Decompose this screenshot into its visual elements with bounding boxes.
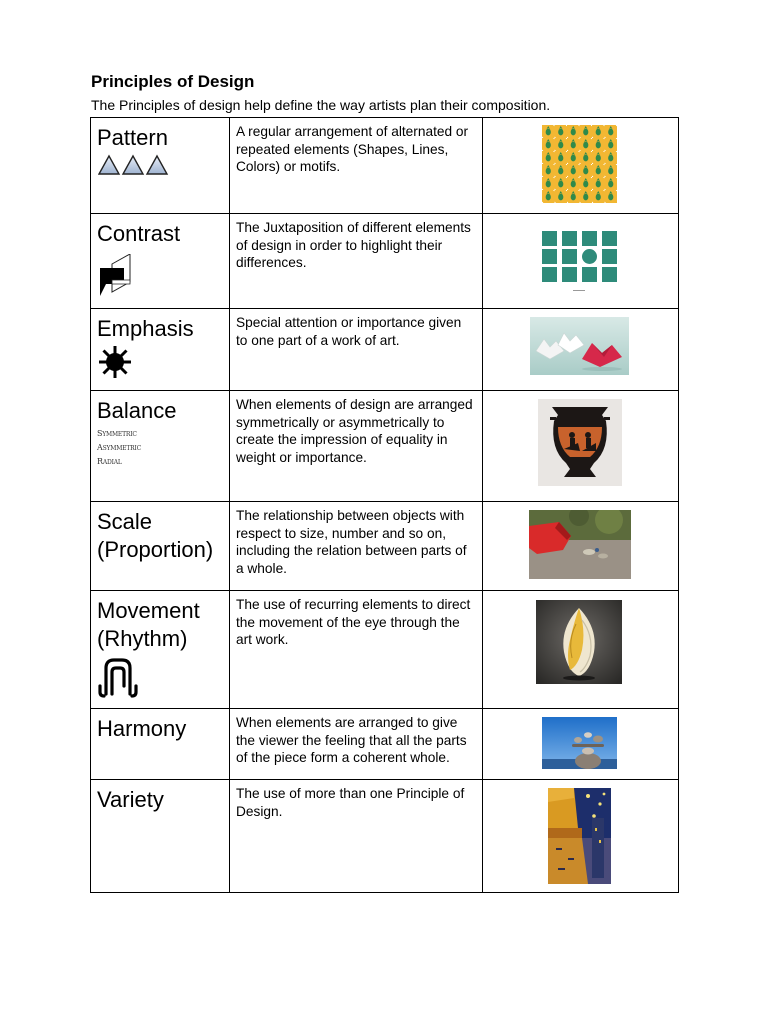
description-text: A regular arrangement of alternated or repeated elements (Shapes, Lines, Colors) or motifs. [236, 124, 469, 174]
term-label: Variety [97, 787, 164, 812]
principles-table [90, 117, 679, 893]
term-label: (Proportion) [97, 537, 214, 562]
term-label: Movement [97, 598, 200, 623]
image-cell [483, 309, 679, 391]
table-row [91, 391, 679, 502]
greek-vase-image [538, 399, 622, 486]
term-cell [91, 780, 230, 893]
term-cell [91, 309, 230, 391]
term-cell [91, 591, 230, 709]
description-cell [230, 118, 483, 214]
page-title: Principles of Design [91, 72, 255, 91]
balance-type: Asymmetric [97, 443, 141, 452]
term-cell [91, 391, 230, 502]
cafe-terrace-painting-image [548, 788, 611, 884]
balance-type: Symmetric [97, 429, 137, 438]
term-label: Harmony [97, 716, 187, 741]
table-row [91, 591, 679, 709]
spiral-sculpture-image [536, 600, 622, 684]
description-cell [230, 591, 483, 709]
image-cell [483, 780, 679, 893]
term-label: (Rhythm) [97, 626, 188, 651]
giant-toy-image [529, 510, 631, 579]
rhythm-loop-icon [98, 656, 138, 698]
term-label: Balance [97, 398, 177, 423]
image-cell [483, 591, 679, 709]
description-text: The Juxtaposition of different elements of design in order to highlight their differences. [236, 220, 471, 270]
term-cell [91, 214, 230, 309]
image-cell [483, 118, 679, 214]
description-text: When elements are arranged to give the viewer the feeling that all the parts of the piece form a coherent whole. [236, 715, 467, 765]
sun-icon [98, 345, 132, 379]
table-row [91, 214, 679, 309]
table-row [91, 709, 679, 780]
table-row [91, 502, 679, 591]
description-text: When elements of design are arranged symmetrically or asymmetrically to create the impression of equality in weight or importance. [236, 397, 473, 465]
balance-type: Radial [97, 457, 122, 466]
description-cell [230, 391, 483, 502]
description-cell [230, 709, 483, 780]
triangles-icon [98, 154, 170, 176]
term-cell [91, 118, 230, 214]
image-cell [483, 709, 679, 780]
description-cell [230, 502, 483, 591]
paper-boats-image [530, 317, 629, 375]
description-text: Special attention or importance given to one part of a work of art. [236, 315, 462, 348]
term-label: Emphasis [97, 316, 194, 341]
term-label: Scale [97, 509, 153, 534]
table-row [91, 780, 679, 893]
description-cell [230, 780, 483, 893]
description-text: The use of more than one Principle of Design. [236, 786, 465, 819]
description-cell [230, 309, 483, 391]
balanced-stones-image [542, 717, 617, 769]
contrast-cube-icon [98, 254, 134, 300]
pineapple-pattern-image [542, 125, 617, 203]
balance-types-list [91, 425, 229, 469]
description-cell [230, 214, 483, 309]
table-row [91, 309, 679, 391]
image-cell [483, 391, 679, 502]
term-cell [91, 502, 230, 591]
image-cell [483, 502, 679, 591]
term-label: Pattern [97, 125, 168, 150]
page-subtitle: The Principles of design help define the way artists plan their composition. [91, 97, 551, 113]
term-label: Contrast [97, 221, 181, 246]
description-text: The relationship between objects with respect to size, number and so on, including the relation between parts of a whole. [236, 508, 467, 576]
description-text: The use of recurring elements to direct the movement of the eye through the art work. [236, 597, 471, 647]
square-grid-image [542, 231, 617, 293]
table-row [91, 118, 679, 214]
image-cell [483, 214, 679, 309]
term-cell [91, 709, 230, 780]
